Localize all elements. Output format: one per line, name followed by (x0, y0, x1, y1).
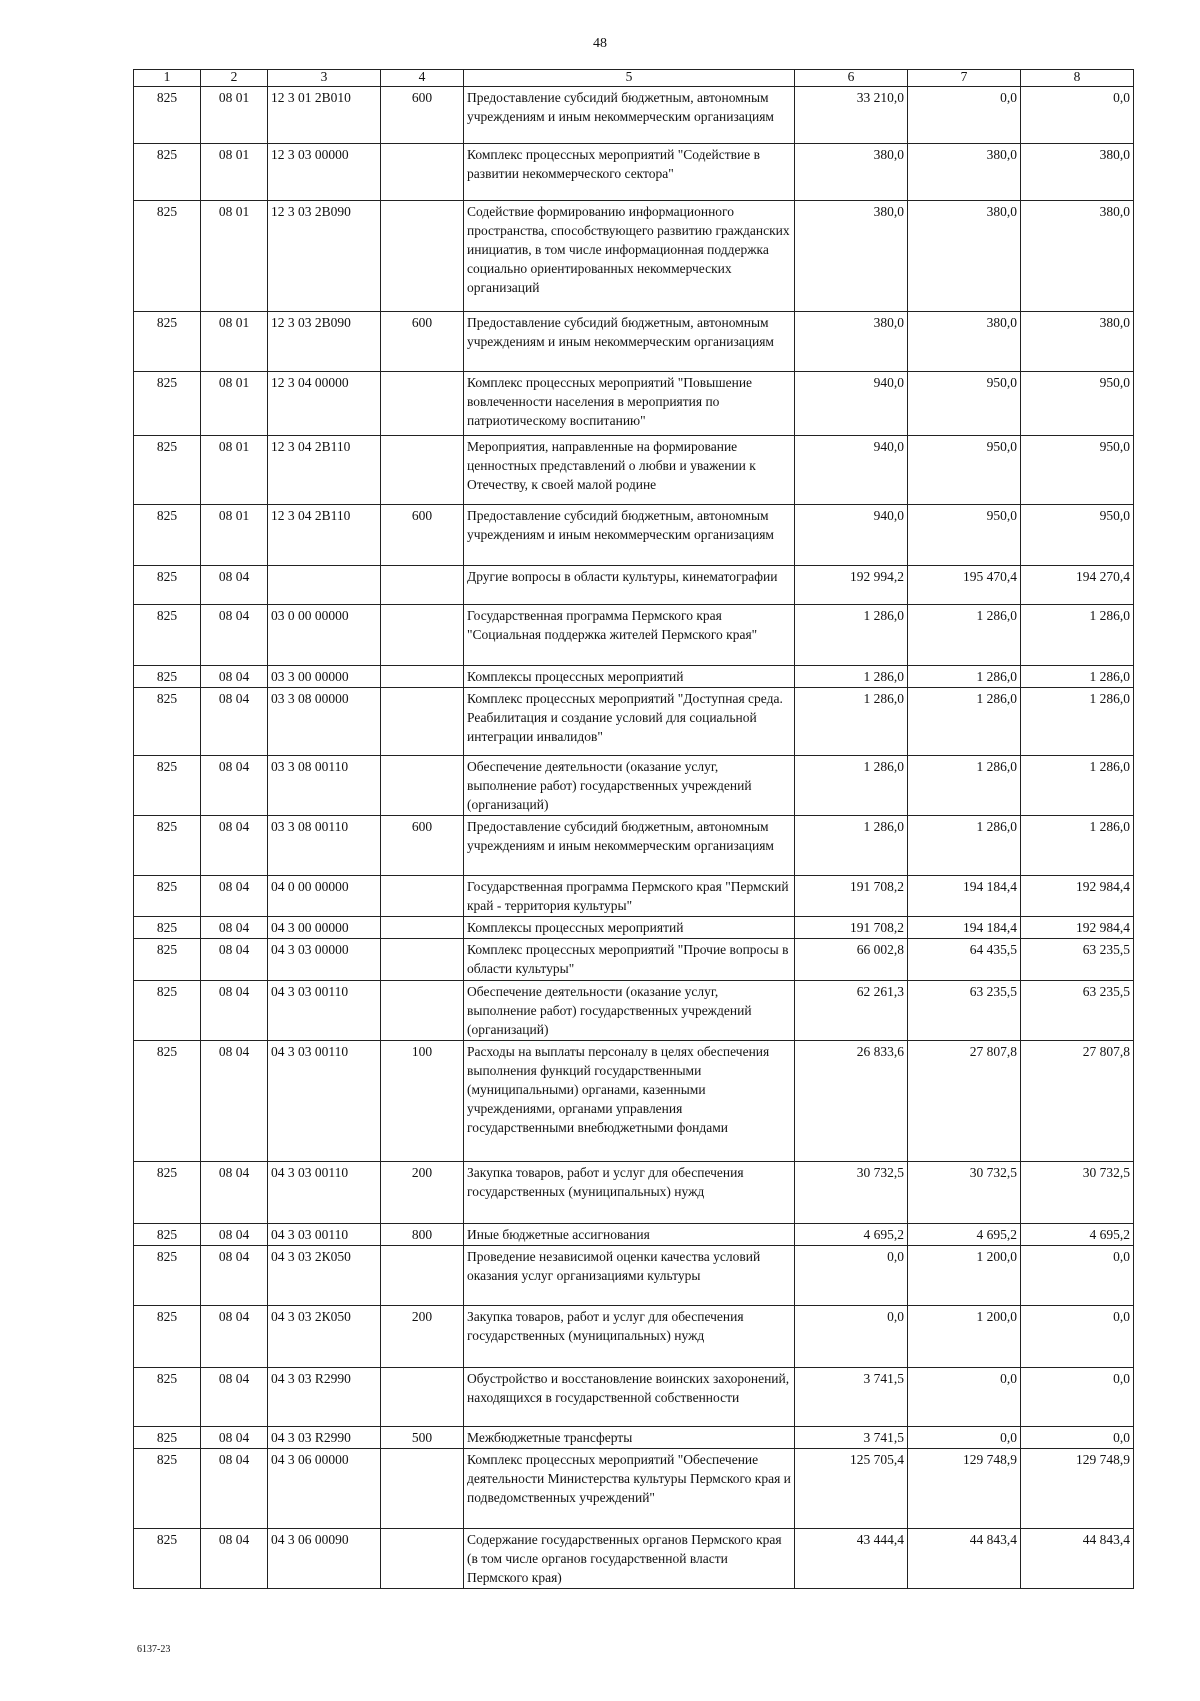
table-row (134, 1246, 1134, 1306)
ministry-code-cell: 825 (134, 1162, 201, 1224)
amount-year3-cell: 950,0 (1021, 505, 1134, 566)
expense-type-cell: 600 (381, 87, 464, 144)
amount-year2-cell: 64 435,5 (908, 939, 1021, 981)
section-code-cell: 08 04 (201, 688, 268, 756)
description-cell: Мероприятия, направленные на формирование ценностных представлений о любви и уважении к Отечеству, к своей малой родине (464, 436, 795, 505)
section-code-cell: 08 04 (201, 756, 268, 816)
expense-type-cell (381, 981, 464, 1041)
amount-year2-cell: 1 286,0 (908, 756, 1021, 816)
amount-year2-cell: 950,0 (908, 372, 1021, 436)
amount-year1-cell: 62 261,3 (795, 981, 908, 1041)
amount-year2-cell: 129 748,9 (908, 1449, 1021, 1529)
target-article-cell: 04 3 03 2К050 (268, 1306, 381, 1368)
amount-year3-cell: 30 732,5 (1021, 1162, 1134, 1224)
amount-year1-cell: 1 286,0 (795, 756, 908, 816)
expense-type-cell: 100 (381, 1041, 464, 1162)
ministry-code-cell: 825 (134, 1529, 201, 1589)
ministry-code-cell: 825 (134, 436, 201, 505)
page-number: 48 (593, 36, 607, 51)
description-cell: Предоставление субсидий бюджетным, автономным учреждениям и иным некоммерческим организациям (464, 816, 795, 876)
table-row (134, 917, 1134, 939)
target-article-cell: 04 3 03 2К050 (268, 1246, 381, 1306)
description-cell: Предоставление субсидий бюджетным, автономным учреждениям и иным некоммерческим организациям (464, 312, 795, 372)
budget-table (133, 69, 1134, 1589)
section-code-cell: 08 01 (201, 312, 268, 372)
table-row (134, 981, 1134, 1041)
amount-year2-cell: 380,0 (908, 201, 1021, 312)
amount-year3-cell: 1 286,0 (1021, 605, 1134, 666)
amount-year2-cell: 27 807,8 (908, 1041, 1021, 1162)
description-cell: Комплексы процессных мероприятий (464, 917, 795, 939)
amount-year2-cell: 1 286,0 (908, 605, 1021, 666)
target-article-cell: 04 3 06 00090 (268, 1529, 381, 1589)
table-row (134, 144, 1134, 201)
amount-year3-cell: 0,0 (1021, 1427, 1134, 1449)
amount-year1-cell: 1 286,0 (795, 666, 908, 688)
target-article-cell: 12 3 03 2В090 (268, 312, 381, 372)
column-number-2: 2 (201, 70, 268, 87)
amount-year2-cell: 1 200,0 (908, 1306, 1021, 1368)
amount-year2-cell: 1 286,0 (908, 816, 1021, 876)
ministry-code-cell: 825 (134, 201, 201, 312)
section-code-cell: 08 04 (201, 1306, 268, 1368)
amount-year1-cell: 1 286,0 (795, 816, 908, 876)
table-row (134, 1368, 1134, 1427)
section-code-cell: 08 04 (201, 1529, 268, 1589)
column-number-1: 1 (134, 70, 201, 87)
amount-year3-cell: 0,0 (1021, 1368, 1134, 1427)
table-row (134, 1427, 1134, 1449)
description-cell: Комплекс процессных мероприятий "Повышение вовлеченности населения в мероприятия по патриотическому воспитанию" (464, 372, 795, 436)
target-article-cell: 12 3 03 2В090 (268, 201, 381, 312)
section-code-cell: 08 04 (201, 1224, 268, 1246)
ministry-code-cell: 825 (134, 666, 201, 688)
section-code-cell: 08 04 (201, 917, 268, 939)
expense-type-cell: 600 (381, 312, 464, 372)
amount-year1-cell: 191 708,2 (795, 876, 908, 917)
target-article-cell: 04 3 03 R2990 (268, 1427, 381, 1449)
amount-year1-cell: 0,0 (795, 1306, 908, 1368)
expense-type-cell (381, 605, 464, 666)
amount-year2-cell: 0,0 (908, 87, 1021, 144)
target-article-cell: 04 3 03 00000 (268, 939, 381, 981)
description-cell: Обеспечение деятельности (оказание услуг, выполнение работ) государственных учреждений (организаций) (464, 756, 795, 816)
expense-type-cell: 200 (381, 1162, 464, 1224)
amount-year1-cell: 0,0 (795, 1246, 908, 1306)
amount-year3-cell: 950,0 (1021, 372, 1134, 436)
amount-year2-cell: 380,0 (908, 144, 1021, 201)
amount-year2-cell: 195 470,4 (908, 566, 1021, 605)
expense-type-cell (381, 1368, 464, 1427)
expense-type-cell (381, 1529, 464, 1589)
expense-type-cell: 600 (381, 816, 464, 876)
ministry-code-cell: 825 (134, 505, 201, 566)
table-row (134, 756, 1134, 816)
target-article-cell: 04 3 03 00110 (268, 1224, 381, 1246)
description-cell: Межбюджетные трансферты (464, 1427, 795, 1449)
section-code-cell: 08 01 (201, 144, 268, 201)
amount-year1-cell: 125 705,4 (795, 1449, 908, 1529)
description-cell: Иные бюджетные ассигнования (464, 1224, 795, 1246)
amount-year3-cell: 1 286,0 (1021, 816, 1134, 876)
description-cell: Закупка товаров, работ и услуг для обеспечения государственных (муниципальных) нужд (464, 1162, 795, 1224)
target-article-cell: 03 3 08 00000 (268, 688, 381, 756)
target-article-cell (268, 566, 381, 605)
section-code-cell: 08 01 (201, 201, 268, 312)
amount-year1-cell: 940,0 (795, 372, 908, 436)
amount-year1-cell: 3 741,5 (795, 1368, 908, 1427)
target-article-cell: 04 3 03 R2990 (268, 1368, 381, 1427)
section-code-cell: 08 04 (201, 1041, 268, 1162)
expense-type-cell (381, 566, 464, 605)
target-article-cell: 03 3 00 00000 (268, 666, 381, 688)
column-number-7: 7 (908, 70, 1021, 87)
amount-year2-cell: 30 732,5 (908, 1162, 1021, 1224)
column-number-4: 4 (381, 70, 464, 87)
ministry-code-cell: 825 (134, 876, 201, 917)
target-article-cell: 12 3 04 2В110 (268, 436, 381, 505)
amount-year2-cell: 4 695,2 (908, 1224, 1021, 1246)
ministry-code-cell: 825 (134, 87, 201, 144)
expense-type-cell (381, 201, 464, 312)
table-row (134, 939, 1134, 981)
amount-year1-cell: 940,0 (795, 505, 908, 566)
description-cell: Закупка товаров, работ и услуг для обеспечения государственных (муниципальных) нужд (464, 1306, 795, 1368)
section-code-cell: 08 01 (201, 436, 268, 505)
ministry-code-cell: 825 (134, 312, 201, 372)
amount-year2-cell: 950,0 (908, 436, 1021, 505)
description-cell: Комплексы процессных мероприятий (464, 666, 795, 688)
expense-type-cell: 500 (381, 1427, 464, 1449)
section-code-cell: 08 04 (201, 1368, 268, 1427)
amount-year2-cell: 1 286,0 (908, 666, 1021, 688)
ministry-code-cell: 825 (134, 917, 201, 939)
section-code-cell: 08 01 (201, 505, 268, 566)
amount-year3-cell: 0,0 (1021, 87, 1134, 144)
section-code-cell: 08 04 (201, 1427, 268, 1449)
amount-year2-cell: 950,0 (908, 505, 1021, 566)
table-row (134, 312, 1134, 372)
ministry-code-cell: 825 (134, 1427, 201, 1449)
column-number-8: 8 (1021, 70, 1134, 87)
amount-year1-cell: 30 732,5 (795, 1162, 908, 1224)
amount-year3-cell: 1 286,0 (1021, 688, 1134, 756)
expense-type-cell (381, 688, 464, 756)
amount-year3-cell: 0,0 (1021, 1306, 1134, 1368)
ministry-code-cell: 825 (134, 756, 201, 816)
amount-year3-cell: 380,0 (1021, 144, 1134, 201)
ministry-code-cell: 825 (134, 605, 201, 666)
expense-type-cell: 200 (381, 1306, 464, 1368)
expense-type-cell (381, 876, 464, 917)
target-article-cell: 04 0 00 00000 (268, 876, 381, 917)
table-row (134, 688, 1134, 756)
expense-type-cell (381, 372, 464, 436)
table-row (134, 1224, 1134, 1246)
amount-year2-cell: 0,0 (908, 1368, 1021, 1427)
section-code-cell: 08 04 (201, 981, 268, 1041)
description-cell: Комплекс процессных мероприятий "Обеспечение деятельности Министерства культуры Пермского края и подведомственных учреждений" (464, 1449, 795, 1529)
section-code-cell: 08 04 (201, 605, 268, 666)
description-cell: Проведение независимой оценки качества условий оказания услуг организациями культуры (464, 1246, 795, 1306)
amount-year3-cell: 192 984,4 (1021, 876, 1134, 917)
target-article-cell: 12 3 03 00000 (268, 144, 381, 201)
table-row (134, 1449, 1134, 1529)
description-cell: Комплекс процессных мероприятий "Содействие в развитии некоммерческого сектора" (464, 144, 795, 201)
description-cell: Обеспечение деятельности (оказание услуг, выполнение работ) государственных учреждений (организаций) (464, 981, 795, 1041)
target-article-cell: 12 3 04 2В110 (268, 505, 381, 566)
expense-type-cell (381, 1246, 464, 1306)
description-cell: Государственная программа Пермского края "Пермский край - территория культуры" (464, 876, 795, 917)
ministry-code-cell: 825 (134, 939, 201, 981)
amount-year3-cell: 1 286,0 (1021, 666, 1134, 688)
description-cell: Расходы на выплаты персоналу в целях обеспечения выполнения функций государственными (муниципальными) органами, казенными учреждениями, органами управления государственными внебюджетными фондами (464, 1041, 795, 1162)
amount-year1-cell: 26 833,6 (795, 1041, 908, 1162)
target-article-cell: 04 3 03 00110 (268, 981, 381, 1041)
section-code-cell: 08 04 (201, 566, 268, 605)
amount-year2-cell: 44 843,4 (908, 1529, 1021, 1589)
expense-type-cell (381, 436, 464, 505)
target-article-cell: 03 3 08 00110 (268, 816, 381, 876)
amount-year3-cell: 950,0 (1021, 436, 1134, 505)
amount-year2-cell: 63 235,5 (908, 981, 1021, 1041)
column-number-5: 5 (464, 70, 795, 87)
amount-year3-cell: 129 748,9 (1021, 1449, 1134, 1529)
amount-year3-cell: 194 270,4 (1021, 566, 1134, 605)
target-article-cell: 04 3 03 00110 (268, 1162, 381, 1224)
table-row (134, 1306, 1134, 1368)
ministry-code-cell: 825 (134, 566, 201, 605)
amount-year3-cell: 4 695,2 (1021, 1224, 1134, 1246)
table-row (134, 666, 1134, 688)
amount-year1-cell: 380,0 (795, 201, 908, 312)
ministry-code-cell: 825 (134, 688, 201, 756)
column-number-3: 3 (268, 70, 381, 87)
table-row (134, 201, 1134, 312)
amount-year3-cell: 192 984,4 (1021, 917, 1134, 939)
section-code-cell: 08 04 (201, 1449, 268, 1529)
amount-year1-cell: 1 286,0 (795, 605, 908, 666)
amount-year1-cell: 4 695,2 (795, 1224, 908, 1246)
ministry-code-cell: 825 (134, 144, 201, 201)
description-cell: Предоставление субсидий бюджетным, автономным учреждениям и иным некоммерческим организациям (464, 87, 795, 144)
ministry-code-cell: 825 (134, 816, 201, 876)
table-row (134, 816, 1134, 876)
description-cell: Предоставление субсидий бюджетным, автономным учреждениям и иным некоммерческим организациям (464, 505, 795, 566)
target-article-cell: 12 3 01 2В010 (268, 87, 381, 144)
target-article-cell: 04 3 03 00110 (268, 1041, 381, 1162)
section-code-cell: 08 04 (201, 816, 268, 876)
target-article-cell: 12 3 04 00000 (268, 372, 381, 436)
table-row (134, 1162, 1134, 1224)
column-number-row (134, 70, 1134, 87)
ministry-code-cell: 825 (134, 1246, 201, 1306)
expense-type-cell: 600 (381, 505, 464, 566)
amount-year1-cell: 43 444,4 (795, 1529, 908, 1589)
ministry-code-cell: 825 (134, 1041, 201, 1162)
target-article-cell: 04 3 06 00000 (268, 1449, 381, 1529)
table-row (134, 505, 1134, 566)
table-row (134, 87, 1134, 144)
target-article-cell: 04 3 00 00000 (268, 917, 381, 939)
description-cell: Содержание государственных органов Пермского края (в том числе органов государственной власти Пермского края) (464, 1529, 795, 1589)
amount-year2-cell: 1 286,0 (908, 688, 1021, 756)
expense-type-cell: 800 (381, 1224, 464, 1246)
amount-year2-cell: 380,0 (908, 312, 1021, 372)
amount-year1-cell: 3 741,5 (795, 1427, 908, 1449)
section-code-cell: 08 01 (201, 87, 268, 144)
expense-type-cell (381, 939, 464, 981)
ministry-code-cell: 825 (134, 1368, 201, 1427)
description-cell: Содействие формированию информационного пространства, способствующего развитию гражданских инициатив, в том числе информационная поддержка социально ориентированных некоммерческих организаций (464, 201, 795, 312)
expense-type-cell (381, 917, 464, 939)
ministry-code-cell: 825 (134, 1224, 201, 1246)
amount-year3-cell: 380,0 (1021, 312, 1134, 372)
expense-type-cell (381, 1449, 464, 1529)
amount-year3-cell: 0,0 (1021, 1246, 1134, 1306)
amount-year2-cell: 0,0 (908, 1427, 1021, 1449)
amount-year1-cell: 1 286,0 (795, 688, 908, 756)
amount-year1-cell: 66 002,8 (795, 939, 908, 981)
table-row (134, 876, 1134, 917)
amount-year3-cell: 63 235,5 (1021, 939, 1134, 981)
description-cell: Обустройство и восстановление воинских захоронений, находящихся в государственной собственности (464, 1368, 795, 1427)
target-article-cell: 03 0 00 00000 (268, 605, 381, 666)
expense-type-cell (381, 756, 464, 816)
table-row (134, 372, 1134, 436)
amount-year1-cell: 33 210,0 (795, 87, 908, 144)
amount-year2-cell: 194 184,4 (908, 917, 1021, 939)
section-code-cell: 08 04 (201, 939, 268, 981)
description-cell: Комплекс процессных мероприятий "Прочие вопросы в области культуры" (464, 939, 795, 981)
expense-type-cell (381, 666, 464, 688)
section-code-cell: 08 04 (201, 1162, 268, 1224)
ministry-code-cell: 825 (134, 372, 201, 436)
table-row (134, 1041, 1134, 1162)
amount-year3-cell: 44 843,4 (1021, 1529, 1134, 1589)
section-code-cell: 08 04 (201, 1246, 268, 1306)
ministry-code-cell: 825 (134, 981, 201, 1041)
description-cell: Государственная программа Пермского края "Социальная поддержка жителей Пермского края" (464, 605, 795, 666)
amount-year1-cell: 191 708,2 (795, 917, 908, 939)
table-body (134, 87, 1134, 1589)
amount-year3-cell: 27 807,8 (1021, 1041, 1134, 1162)
amount-year1-cell: 380,0 (795, 312, 908, 372)
table-row (134, 566, 1134, 605)
target-article-cell: 03 3 08 00110 (268, 756, 381, 816)
description-cell: Комплекс процессных мероприятий "Доступная среда. Реабилитация и создание условий для социальной интеграции инвалидов" (464, 688, 795, 756)
amount-year2-cell: 194 184,4 (908, 876, 1021, 917)
footer-code: 6137-23 (137, 1644, 171, 1655)
column-number-6: 6 (795, 70, 908, 87)
section-code-cell: 08 04 (201, 666, 268, 688)
section-code-cell: 08 01 (201, 372, 268, 436)
table-row (134, 605, 1134, 666)
table-row (134, 1529, 1134, 1589)
expense-type-cell (381, 144, 464, 201)
amount-year3-cell: 380,0 (1021, 201, 1134, 312)
amount-year1-cell: 940,0 (795, 436, 908, 505)
amount-year3-cell: 63 235,5 (1021, 981, 1134, 1041)
amount-year3-cell: 1 286,0 (1021, 756, 1134, 816)
description-cell: Другие вопросы в области культуры, кинематографии (464, 566, 795, 605)
amount-year1-cell: 192 994,2 (795, 566, 908, 605)
table-row (134, 436, 1134, 505)
amount-year2-cell: 1 200,0 (908, 1246, 1021, 1306)
section-code-cell: 08 04 (201, 876, 268, 917)
amount-year1-cell: 380,0 (795, 144, 908, 201)
ministry-code-cell: 825 (134, 1306, 201, 1368)
ministry-code-cell: 825 (134, 1449, 201, 1529)
